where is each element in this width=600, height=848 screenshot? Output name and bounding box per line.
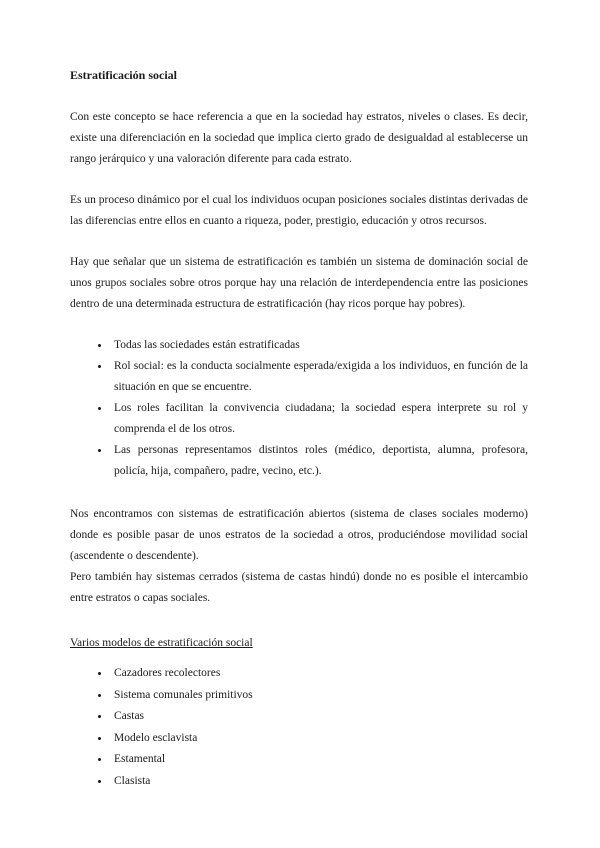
bullet-item: • Modelo esclavista <box>110 728 528 750</box>
bullet-item: • Rol social: es la conducta socialmente esperada/exigida a los individuos, en función de la situación en que se encuentre. <box>110 356 528 398</box>
bullet-item: • Castas <box>110 706 528 728</box>
bullet-item: • Los roles facilitan la convivencia ciudadana; la sociedad espera interprete su rol y comprenda el de los otros. <box>110 398 528 440</box>
document-title: Estratificación social <box>70 68 177 82</box>
paragraph-closed-systems: Pero también hay sistemas cerrados (sistema de castas hindú) donde no es posible el intercambio entre estratos o capas sociales. <box>70 571 528 604</box>
roles-bullet-list <box>70 335 528 482</box>
bullet-item: • Clasista <box>110 771 528 793</box>
section-heading-models: Varios modelos de estratificación social <box>70 637 253 649</box>
bullet-item: • Sistema comunales primitivos <box>110 685 528 707</box>
paragraph-dynamic-process: Es un proceso dinámico por el cual los individuos ocupan posiciones sociales distintas derivadas de las diferencias entre ellos en cuanto a riqueza, poder, prestigio, educación y otros recursos. <box>70 194 528 227</box>
bullet-item: • Las personas representamos distintos roles (médico, deportista, alumna, profesora, policía, hija, compañero, padre, vecino, etc.). <box>110 440 528 482</box>
bullet-item: • Estamental <box>110 749 528 771</box>
bullet-item: • Cazadores recolectores <box>110 663 528 685</box>
bullet-item: • Todas las sociedades están estratificadas <box>110 335 528 356</box>
models-bullet-list <box>70 663 528 792</box>
paragraph-domination-system: Hay que señalar que un sistema de estratificación es también un sistema de dominación social de unos grupos sociales sobre otros porque hay una relación de interdependencia entre las posiciones dentro de una determinada estructura de estratificación (hay ricos porque hay pobres). <box>70 256 528 310</box>
paragraph-open-systems: Nos encontramos con sistemas de estratificación abiertos (sistema de clases sociales moderno) donde es posible pasar de unos estratos de la sociedad a otros, produciéndose movilidad social (ascendente o descendente). <box>70 508 528 562</box>
paragraph-concept: Con este concepto se hace referencia a que en la sociedad hay estratos, niveles o clases. Es decir, existe una diferenciación en la sociedad que implica cierto grado de desigualdad al establecerse un rango jerárquico y una valoración diferente para cada estrato. <box>70 111 528 165</box>
